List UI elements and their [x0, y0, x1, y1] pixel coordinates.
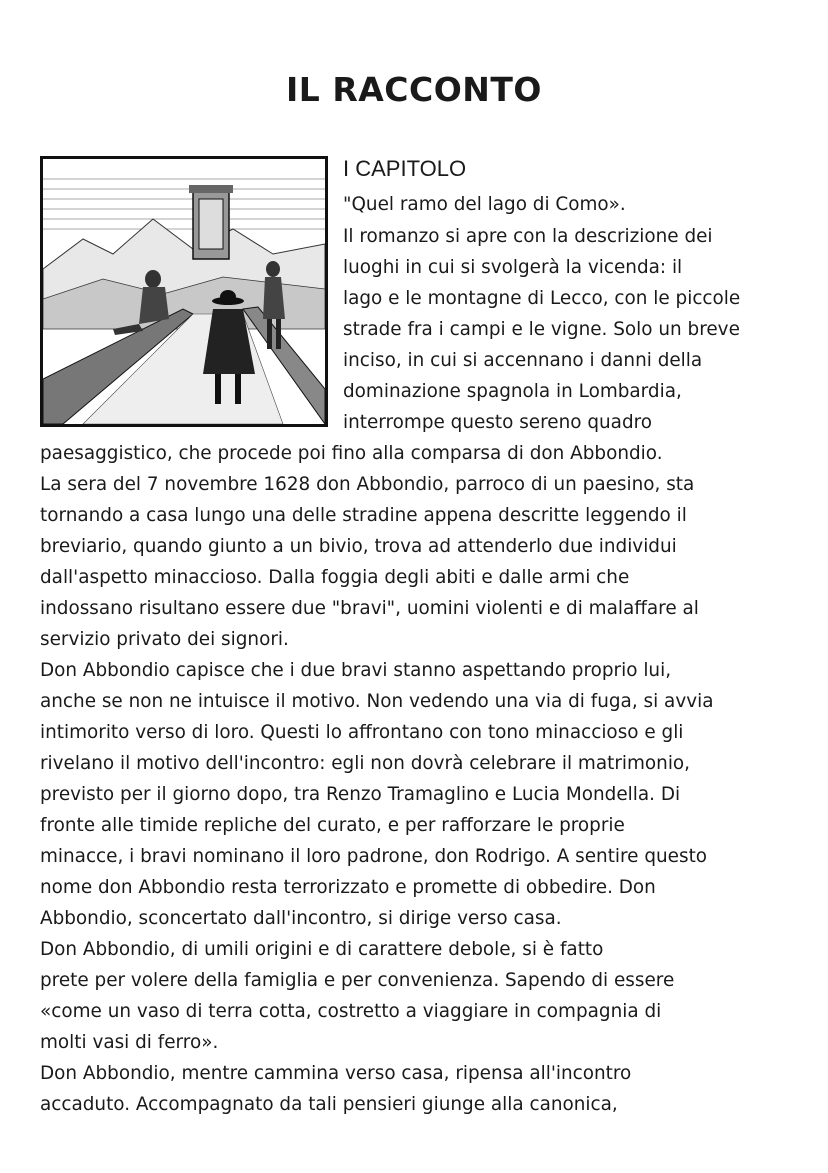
text-line: previsto per il giorno dopo, tra Renzo Tramaglino e Lucia Mondella. Di — [40, 784, 681, 805]
text-line: Abbondio, sconcertato dall'incontro, si dirige verso casa. — [40, 908, 562, 929]
text-line: dominazione spagnola in Lombardia, — [343, 381, 682, 402]
text-line: Il romanzo si apre con la descrizione dei — [343, 226, 713, 247]
text-line: "Quel ramo del lago di Como». — [343, 194, 626, 215]
text-line: luoghi in cui si svolgerà la vicenda: il — [343, 257, 683, 278]
text-line: anche se non ne intuisce il motivo. Non vedendo una via di fuga, si avvia — [40, 691, 714, 712]
text-line: molti vasi di ferro». — [40, 1032, 219, 1053]
text-line: Don Abbondio, mentre cammina verso casa, ripensa all'incontro — [40, 1063, 632, 1084]
chapter-heading: I CAPITOLO — [343, 156, 467, 181]
text-line: accaduto. Accompagnato da tali pensieri giunge alla canonica, — [40, 1094, 618, 1115]
text-line: tornando a casa lungo una delle stradine appena descritte leggendo il — [40, 505, 687, 526]
text-line: intimorito verso di loro. Questi lo affrontano con tono minaccioso e gli — [40, 722, 684, 743]
text-line: Don Abbondio, di umili origini e di carattere debole, si è fatto — [40, 939, 604, 960]
text-line: breviario, quando giunto a un bivio, trova ad attenderlo due individui — [40, 536, 677, 557]
text-line: strade fra i campi e le vigne. Solo un breve — [343, 319, 740, 340]
text-line: servizio privato dei signori. — [40, 629, 289, 650]
text-line: La sera del 7 novembre 1628 don Abbondio, parroco di un paesino, sta — [40, 474, 695, 495]
text-line: nome don Abbondio resta terrorizzato e promette di obbedire. Don — [40, 877, 656, 898]
text-line: lago e le montagne di Lecco, con le piccole — [343, 288, 741, 309]
text-line: dall'aspetto minaccioso. Dalla foggia degli abiti e dalle armi che — [40, 567, 630, 588]
text-line: fronte alle timide repliche del curato, e per rafforzare le proprie — [40, 815, 625, 836]
text-line: indossano risultano essere due "bravi", uomini violenti e di malaffare al — [40, 598, 699, 619]
engraving-don-abbondio-meets-bravi-icon — [43, 159, 325, 424]
text-line: Don Abbondio capisce che i due bravi stanno aspettando proprio lui, — [40, 660, 672, 681]
page-title: IL RACCONTO — [286, 70, 542, 109]
text-line: «come un vaso di terra cotta, costretto a viaggiare in compagnia di — [40, 1001, 662, 1022]
text-line: inciso, in cui si accennano i danni della — [343, 350, 703, 371]
text-line: rivelano il motivo dell'incontro: egli non dovrà celebrare il matrimonio, — [40, 753, 691, 774]
chapter-illustration — [40, 156, 328, 427]
text-line: interrompe questo sereno quadro — [343, 412, 653, 433]
text-line: prete per volere della famiglia e per convenienza. Sapendo di essere — [40, 970, 675, 991]
text-line: minacce, i bravi nominano il loro padrone, don Rodrigo. A sentire questo — [40, 846, 708, 867]
text-line: paesaggistico, che procede poi fino alla comparsa di don Abbondio. — [40, 443, 663, 464]
